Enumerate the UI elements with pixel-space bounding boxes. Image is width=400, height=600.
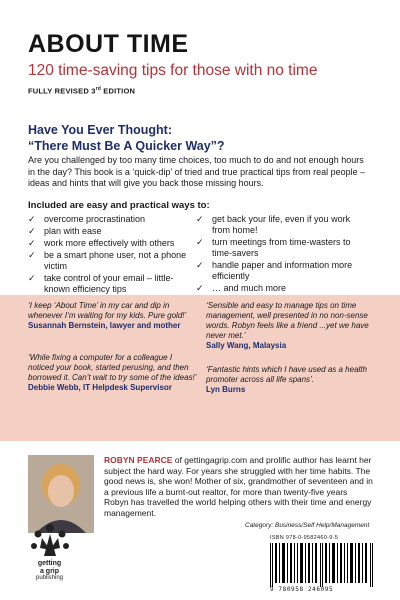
check-icon: ✓ bbox=[28, 250, 36, 260]
check-icon: ✓ bbox=[196, 237, 204, 247]
check-icon: ✓ bbox=[28, 214, 36, 224]
intro-heading: Have You Ever Thought: “There Must Be A Quicker Way”? bbox=[28, 123, 225, 153]
check-icon: ✓ bbox=[196, 214, 204, 224]
author-name: ROBYN PEARCE bbox=[104, 455, 173, 465]
isbn-label: ISBN 978-0-9582460-9-5 bbox=[270, 535, 339, 541]
list-item: ✓ handle paper and information more efficiently bbox=[196, 260, 353, 281]
list-item: ✓ … and much more bbox=[196, 283, 287, 293]
ways-heading: Included are easy and practical ways to: bbox=[28, 200, 210, 211]
testimonial: ‘Fantastic hints which I have used as a health promoter across all life spans’. Lyn Burns bbox=[206, 365, 378, 395]
list-item: ✓ plan with ease bbox=[28, 226, 102, 236]
book-subtitle: 120 time-saving tips for those with no time bbox=[28, 62, 318, 79]
list-item: ✓ work more effectively with others bbox=[28, 238, 175, 248]
testimonials-panel bbox=[0, 295, 400, 441]
check-icon: ✓ bbox=[196, 283, 204, 293]
check-icon: ✓ bbox=[28, 226, 36, 236]
testimonial: ‘I keep ‘About Time’ in my car and dip in whenever I’m waiting for my kids. Pure gold!’ Susannah Bernstein, lawyer and mother bbox=[28, 301, 198, 331]
check-icon: ✓ bbox=[196, 260, 204, 270]
category-label: Category: Business/Self Help/Management bbox=[245, 522, 370, 529]
list-item: ✓ turn meetings from time-wasters to time-savers bbox=[196, 237, 351, 258]
book-title: ABOUT TIME bbox=[28, 30, 189, 58]
check-icon: ✓ bbox=[28, 238, 36, 248]
intro-paragraph: Are you challenged by too many time choices, too much to do and not enough hours in the day? This book is a ‘quick-dip’ of tried and true practical tips from real people – ideas and hints that will give you back those missing hours. bbox=[28, 155, 366, 188]
testimonial-author: Lyn Burns bbox=[206, 385, 246, 394]
ways-list-right bbox=[196, 214, 361, 295]
testimonial: ‘While fixing a computer for a colleague I noticed your book, started perusing, and then borrowed it. Can’t wait to try some of the ideas!’ Debbie Webb, IT Helpdesk Supervisor bbox=[28, 353, 197, 392]
list-item: ✓ overcome procrastination bbox=[28, 214, 146, 224]
publisher-name: getting a grip publishing bbox=[35, 560, 64, 581]
ways-list-left bbox=[28, 214, 193, 296]
edition-label: FULLY REVISED 3rd EDITION bbox=[28, 86, 136, 96]
testimonial-author: Debbie Webb, IT Helpdesk Supervisor bbox=[28, 383, 172, 392]
author-bio: ROBYN PEARCE of gettingagrip.com and prolific author has learnt her subject the hard way. For years she struggled with her time habits. The good news is, she won! Mother of six, grandmother of seventeen and in a previous life a burnt-out realtor, for more than twenty-five years Robyn has travelled the world helping others with their time and energy management. bbox=[104, 455, 373, 518]
testimonial-author: Susannah Bernstein, lawyer and mother bbox=[28, 321, 181, 330]
barcode-digits: 9 780958 246095 bbox=[270, 586, 334, 593]
barcode-icon bbox=[268, 543, 378, 587]
list-item: ✓ get back your life, even if you work from home! bbox=[196, 214, 351, 235]
check-icon: ✓ bbox=[28, 273, 36, 283]
list-item: ✓ be a smart phone user, not a phone victim bbox=[28, 250, 187, 271]
list-item: ✓ take control of your email – little-known efficiency tips bbox=[28, 273, 174, 294]
testimonial: ‘Sensible and easy to manage tips on time management, well presented in no non-sense words. Robyn feels like a friend ...yet we have never met.’ Sally Wang, Malaysia bbox=[206, 301, 378, 351]
testimonial-author: Sally Wang, Malaysia bbox=[206, 341, 287, 350]
